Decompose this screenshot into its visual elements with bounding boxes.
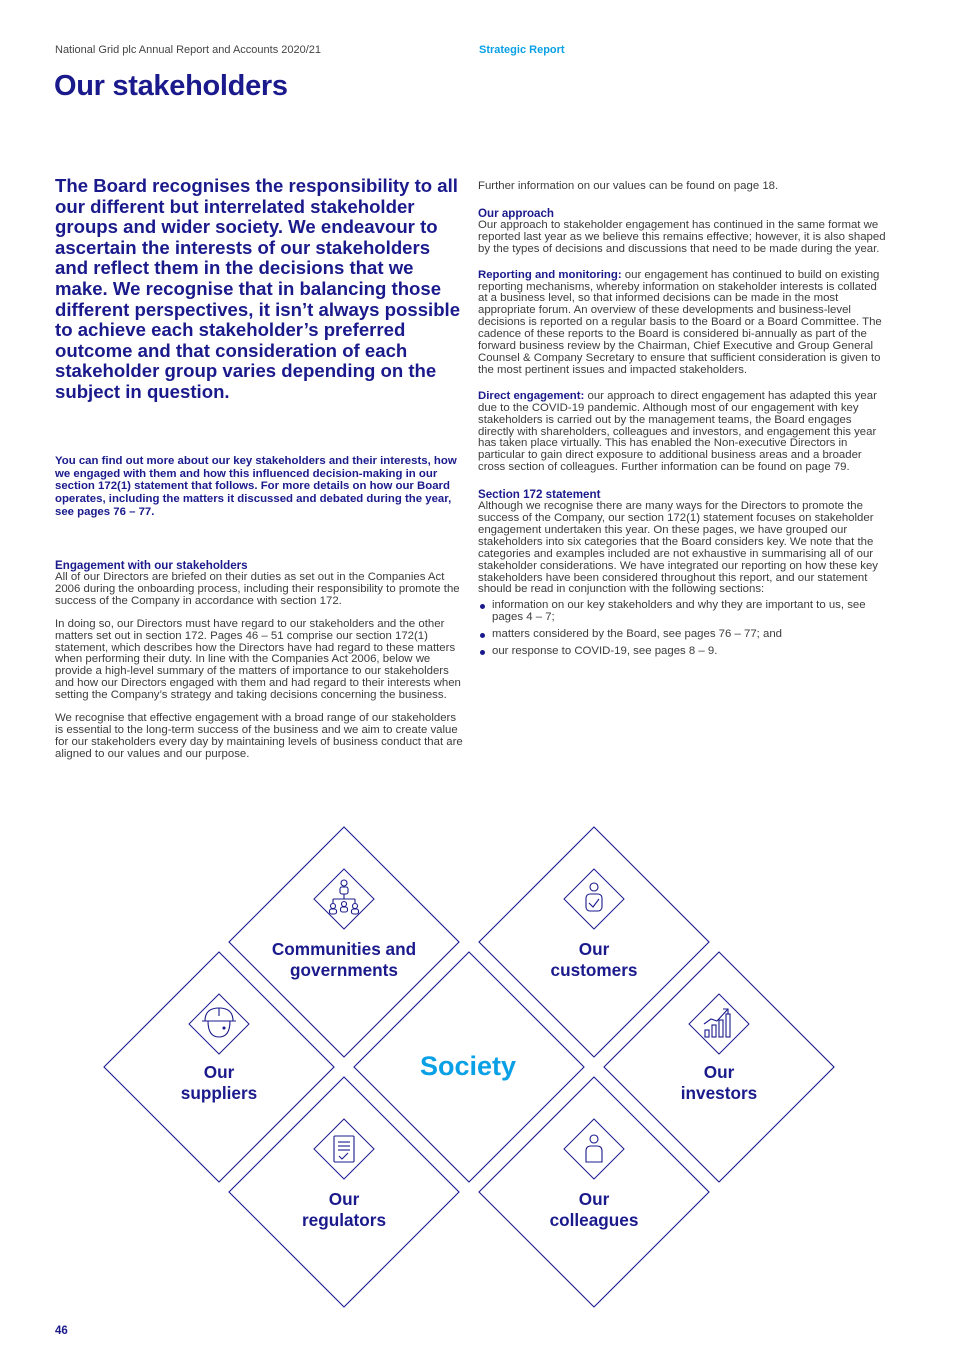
- direct-paragraph: [478, 391, 888, 474]
- direct-text: our approach to direct engagement has adapted this year due to the COVID-19 pandemic. Although most of our engagement with key stakeholders is carried out by the management teams, the Board engages directly with shareholders, colleagues and investors, and engagement this year has taken place virtually. This has enabled the Non-executive Directors in particular to gain direct exposure to additional business areas and a broader cross section of colleagues. Further information can be found on page 79.: [478, 389, 877, 474]
- node-label-colleagues: Our colleagues: [549, 1189, 639, 1230]
- report-title-header: National Grid plc Annual Report and Accounts 2020/21: [55, 44, 322, 56]
- person-icon: [586, 1135, 602, 1162]
- icon-frame-investors: [689, 994, 749, 1054]
- diamond-customers: [479, 827, 709, 1057]
- list-item: matters considered by the Board, see pages 76 – 77; and: [478, 629, 888, 641]
- node-label-customers: Our customers: [550, 939, 638, 980]
- section-header: Strategic Report: [479, 44, 565, 56]
- paragraph: In doing so, our Directors must have regard to our stakeholders and the other matters set out in section 172. Pages 46 – 51 comprise our section 172(1) statement, which describes how the Directors have had regard to these matters when performing their duty. In line with the Companies Act 2006, below we provide a high-level summary of the matters of importance to our stakeholders and how our Directors engaged with them and had regard to their interests when setting the Company’s strategy and taking decisions concerning the business.: [55, 617, 461, 702]
- reporting-text: our engagement has continued to build on existing reporting mechanisms, whereby information on stakeholder interests is collated at a business level, so that informed decisions can be made in the most appropriate forum. An overview of these developments and business-level decisions is reported on a regular basis to the Board or a Board Committee. The cadence of these reports to the Board is considered bi-annually as part of the forward business review by the Chairman, Chief Executive and Group General Counsel & Company Secretary to ensure that sufficient consideration is given to the most pertinent issues and impacted stakeholders.: [478, 268, 882, 376]
- people-network-icon: [330, 880, 359, 914]
- list-item: information on our key stakeholders and why they are important to us, see pages 4 – 7;: [478, 600, 888, 624]
- node-label-communities: Communities and governments: [271, 939, 417, 980]
- engagement-heading: Engagement with our stakeholders: [55, 559, 248, 572]
- section-172-heading: Section 172 statement: [478, 488, 601, 502]
- diamond-suppliers: [104, 952, 334, 1182]
- diamond-society: [354, 952, 584, 1182]
- left-column: [55, 559, 463, 772]
- diamond-communities: [229, 827, 459, 1057]
- diamond-investors: [604, 952, 834, 1182]
- paragraph: We recognise that effective engagement with a broad range of our stakeholders is essential to the long-term success of the business and we aim to create value for our stakeholders every day by maintaining levels of business conduct that are aligned to our values and our purpose.: [55, 712, 463, 760]
- node-label-suppliers: Our suppliers: [180, 1062, 258, 1103]
- approach-text: Our approach to stakeholder engagement has continued in the same format we reported last year as we believe this remains effective; however, it is also shaped by the types of decisions and discussions that need to be made during the year.: [478, 218, 886, 255]
- intro-statement: The Board recognises the responsibility to all our different but interrelated stakeholder groups and wider society. We endeavour to ascertain the interests of our stakeholders and reflect them in the decisions that we make. We recognise that in balancing those different perspectives, it isn’t always possible to achieve each stakeholder’s preferred outcome and that consideration of each stakeholder group varies depending on the subject in question.: [55, 175, 461, 402]
- references-list: [478, 600, 888, 658]
- bar-chart-icon: [704, 1009, 730, 1037]
- icon-frame-suppliers: [189, 994, 249, 1054]
- society-center-label: Society: [419, 1051, 517, 1081]
- reporting-lead: Reporting and monitoring:: [478, 268, 622, 281]
- icon-frame-communities: [314, 869, 374, 929]
- hard-hat-icon: [202, 1008, 236, 1037]
- direct-lead: Direct engagement:: [478, 389, 585, 402]
- node-label-regulators: Our regulators: [301, 1189, 387, 1230]
- node-label-investors: Our investors: [680, 1062, 758, 1103]
- callout-text: You can find out more about our key stakeholders and their interests, how we engaged with them and how this influenced decision-making in our section 172(1) statement that follows. For more details on how our Board operates, including the matters it discussed and debated during the year, see pages 76 – 77.: [55, 455, 457, 518]
- icon-frame-regulators: [314, 1119, 374, 1179]
- icon-frame-customers: [564, 869, 624, 929]
- diamond-regulators: [229, 1077, 459, 1307]
- values-reference: Further information on our values can be found on page 18.: [478, 180, 779, 192]
- page-number: 46: [55, 1325, 68, 1337]
- diamond-colleagues: [479, 1077, 709, 1307]
- icon-frame-colleagues: [564, 1119, 624, 1179]
- checklist-document-icon: [334, 1136, 354, 1162]
- page-title: Our stakeholders: [54, 70, 288, 102]
- list-item: our response to COVID-19, see pages 8 – 9.: [478, 646, 888, 658]
- customer-check-icon: [586, 883, 602, 911]
- reporting-paragraph: [478, 270, 888, 377]
- paragraph: All of our Directors are briefed on their duties as set out in the Companies Act 2006 during the onboarding process, including their responsibility to promote the success of the Company in accordance with section 172.: [55, 571, 460, 607]
- right-column: [478, 181, 888, 663]
- section-172-text: Although we recognise there are many ways for the Directors to promote the success of the Company, our section 172(1) statement focuses on stakeholder engagement undertaken this year. On these pages, we have grouped our stakeholders into six categories that the Board considers key. We note that the categories and examples included are not exhaustive in summarising all of our stakeholder considerations. We have integrated our reporting on how these key stakeholders have been considered throughout this report, and our statement should be read in conjunction with the following sections:: [478, 500, 878, 596]
- approach-heading: Our approach: [478, 206, 555, 220]
